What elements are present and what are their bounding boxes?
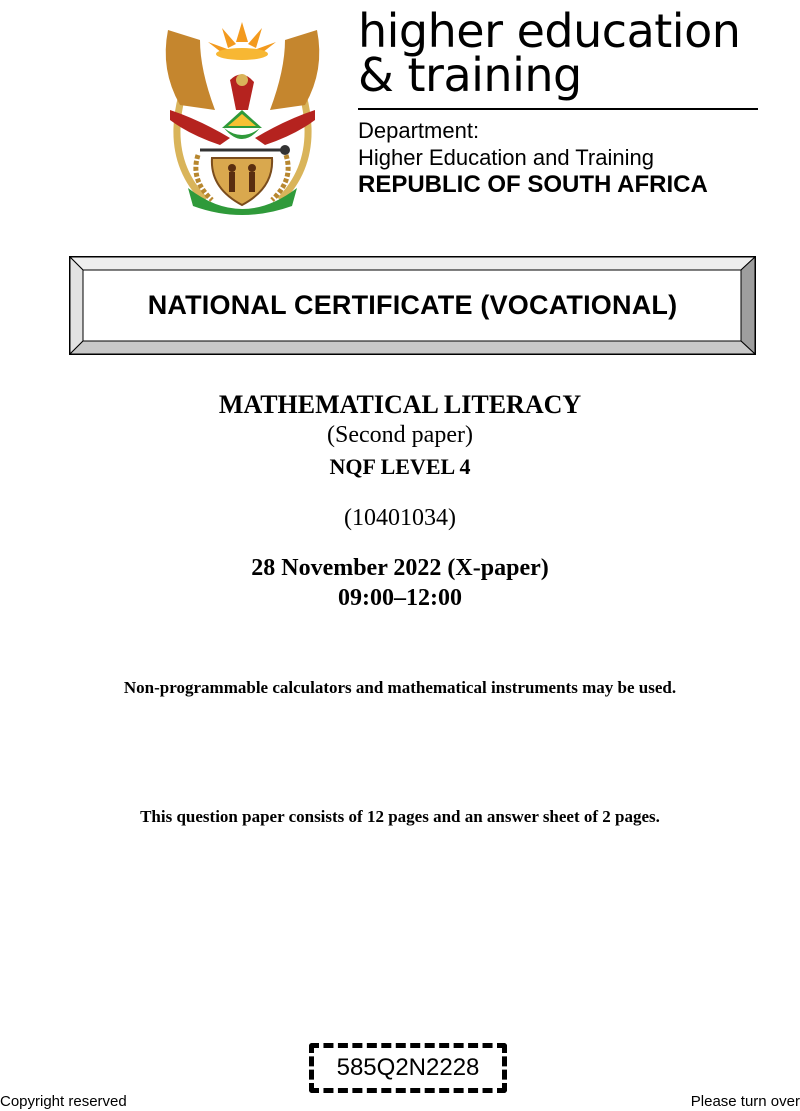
country-name: REPUBLIC OF SOUTH AFRICA — [358, 171, 708, 198]
department-label: Department: — [358, 118, 480, 143]
exam-time: 09:00–12:00 — [338, 585, 462, 611]
footer-turn-over: Please turn over — [690, 1093, 800, 1110]
nqf-level: NQF LEVEL 4 — [329, 454, 471, 479]
page-count-instruction: This question paper consists of 12 pages and an answer sheet of 2 pages. — [140, 807, 660, 826]
department-name: Higher Education and Training — [358, 145, 654, 170]
coat-of-arms-icon — [160, 10, 325, 215]
subject-title: MATHEMATICAL LITERACY — [218, 390, 582, 419]
logo-text-line-2: & training — [358, 48, 582, 102]
exam-date: 28 November 2022 (X-paper) — [251, 555, 549, 581]
subject-code: (10401034) — [344, 505, 456, 531]
header-divider — [358, 108, 758, 110]
certificate-title: NATIONAL CERTIFICATE (VOCATIONAL) — [147, 290, 678, 320]
paper-code-box: 585Q2N2228 — [309, 1043, 507, 1093]
logo-text-line-1: higher education — [358, 4, 741, 58]
paper-number: (Second paper) — [327, 422, 473, 448]
calculator-instruction: Non-programmable calculators and mathematical instruments may be used. — [123, 678, 677, 697]
footer-copyright: Copyright reserved — [0, 1093, 127, 1110]
